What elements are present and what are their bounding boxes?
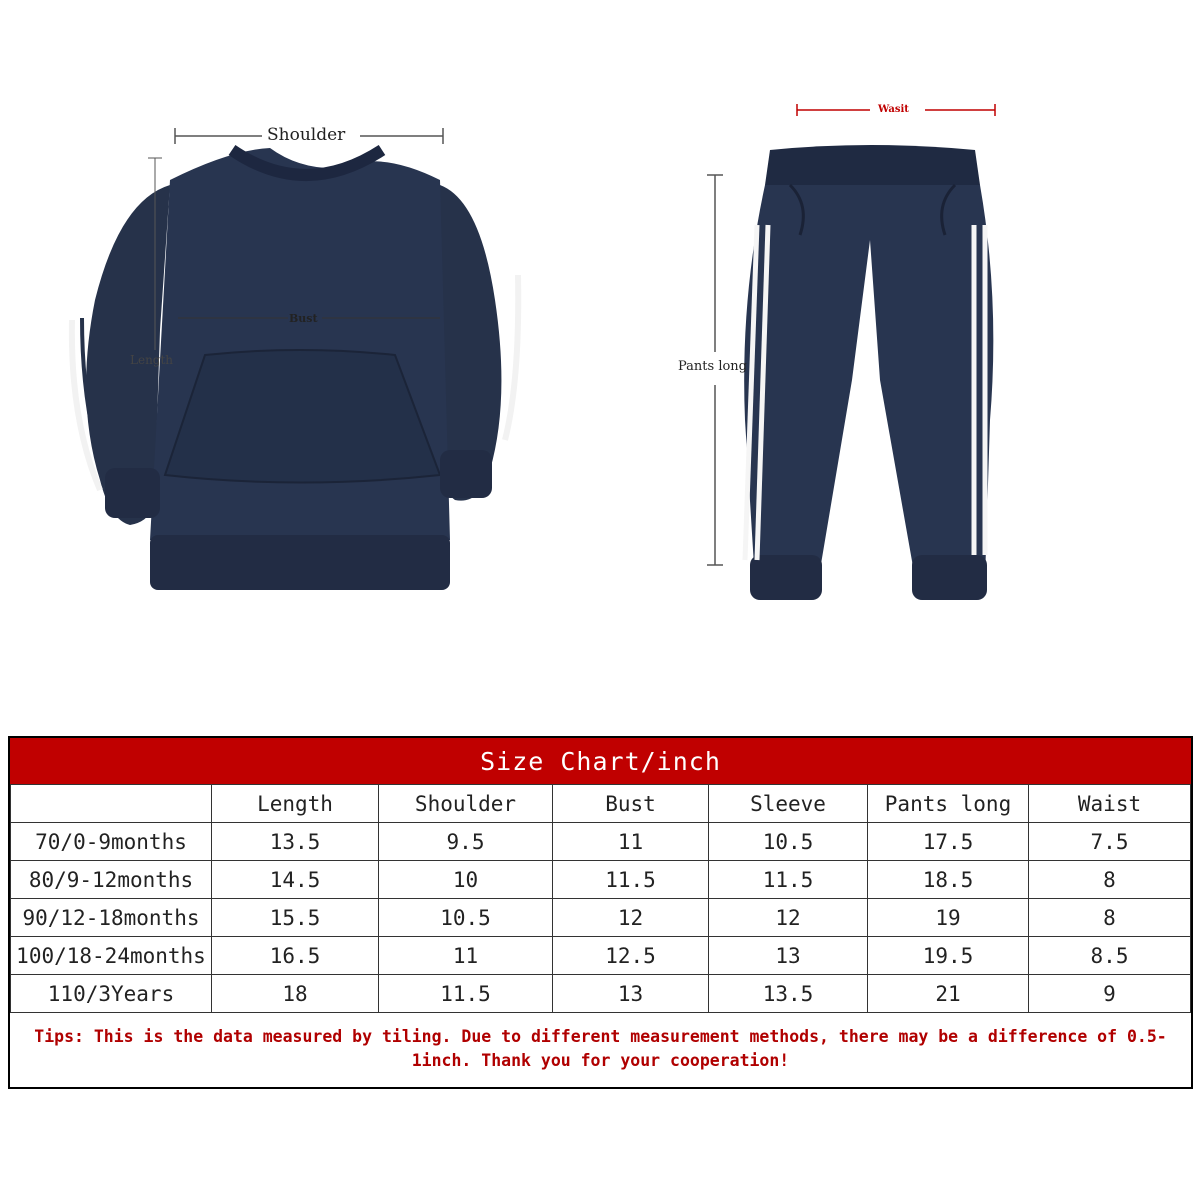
value-cell: 19: [868, 899, 1029, 937]
header-cell: Pants long: [868, 785, 1029, 823]
table-row: [11, 937, 1191, 975]
value-cell: 13: [709, 937, 868, 975]
value-cell: 13.5: [212, 823, 379, 861]
waist-label: Wasit: [878, 104, 909, 115]
header-cell: [11, 785, 212, 823]
value-cell: 12.5: [553, 937, 709, 975]
value-cell: 12: [709, 899, 868, 937]
header-cell: Bust: [553, 785, 709, 823]
bust-label: Bust: [289, 312, 318, 325]
size-cell: 100/18-24months: [11, 937, 212, 975]
value-cell: 9.5: [379, 823, 553, 861]
value-cell: 7.5: [1029, 823, 1191, 861]
table-row: [11, 823, 1191, 861]
value-cell: 12: [553, 899, 709, 937]
size-chart: [8, 736, 1193, 1089]
value-cell: 11.5: [709, 861, 868, 899]
value-cell: 13.5: [709, 975, 868, 1013]
value-cell: 14.5: [212, 861, 379, 899]
header-cell: Length: [212, 785, 379, 823]
table-row: [11, 861, 1191, 899]
value-cell: 18.5: [868, 861, 1029, 899]
measurement-tips: Tips: This is the data measured by tiling. Due to different measurement methods, there may be a difference of 0.5-1inch. Thank you for your cooperation!: [34, 1026, 1167, 1070]
size-cell: 110/3Years: [11, 975, 212, 1013]
pants-image: [707, 104, 995, 600]
value-cell: 11.5: [379, 975, 553, 1013]
header-cell: Waist: [1029, 785, 1191, 823]
size-table: [10, 784, 1191, 1013]
shoulder-label: Shoulder: [267, 125, 346, 145]
value-cell: 11.5: [553, 861, 709, 899]
value-cell: 11: [379, 937, 553, 975]
value-cell: 16.5: [212, 937, 379, 975]
size-chart-title: Size Chart/inch: [10, 738, 1191, 784]
value-cell: 8: [1029, 899, 1191, 937]
size-cell: 90/12-18months: [11, 899, 212, 937]
value-cell: 10.5: [709, 823, 868, 861]
header-cell: Sleeve: [709, 785, 868, 823]
value-cell: 21: [868, 975, 1029, 1013]
value-cell: 13: [553, 975, 709, 1013]
value-cell: 8: [1029, 861, 1191, 899]
pants-long-label: Pants long: [678, 359, 747, 374]
value-cell: 15.5: [212, 899, 379, 937]
table-header-row: [11, 785, 1191, 823]
value-cell: 10.5: [379, 899, 553, 937]
value-cell: 17.5: [868, 823, 1029, 861]
header-cell: Shoulder: [379, 785, 553, 823]
value-cell: 18: [212, 975, 379, 1013]
table-row: [11, 975, 1191, 1013]
size-cell: 80/9-12months: [11, 861, 212, 899]
value-cell: 19.5: [868, 937, 1029, 975]
value-cell: 8.5: [1029, 937, 1191, 975]
value-cell: 9: [1029, 975, 1191, 1013]
value-cell: 11: [553, 823, 709, 861]
size-cell: 70/0-9months: [11, 823, 212, 861]
table-row: [11, 899, 1191, 937]
length-label: Length: [130, 353, 174, 367]
value-cell: 10: [379, 861, 553, 899]
